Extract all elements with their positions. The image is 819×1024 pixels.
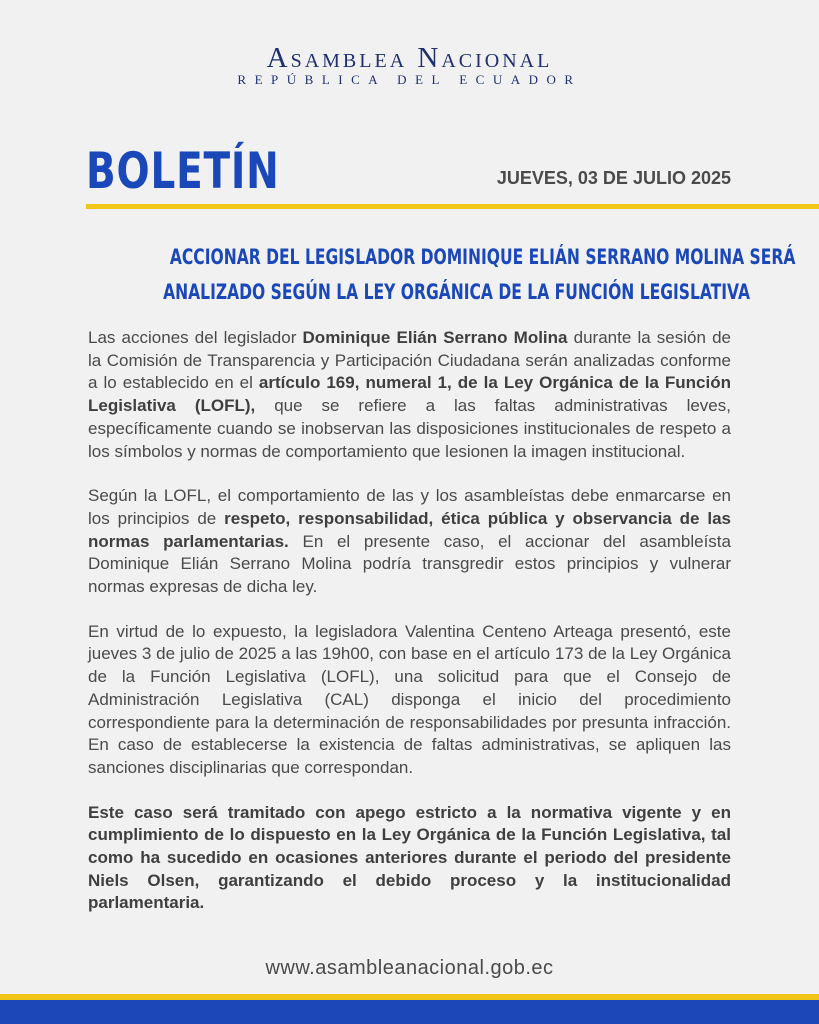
org-name: Asamblea Nacional (266, 42, 553, 74)
org-subtitle: REPÚBLICA DEL ECUADOR (237, 72, 582, 87)
gold-divider (86, 204, 819, 209)
bulletin-title: BOLETÍN (86, 142, 280, 200)
p2-text-1: Según la LOFL, el comportamiento de las y los asambleístas debe enmarcarse en los principios de (88, 486, 731, 528)
headline (60, 240, 796, 310)
footer-blue-bar (0, 1000, 819, 1024)
paragraph-2 (88, 485, 731, 599)
footer-url[interactable]: www.asambleanacional.gob.ec (265, 957, 554, 979)
bulletin-date: JUEVES, 03 DE JULIO 2025 (496, 168, 731, 188)
headline-line-2: ANALIZADO SEGÚN LA LEY ORGÁNICA DE LA FUNCIÓN LEGISLATIVA (163, 280, 751, 304)
p2-bold-1: respeto, responsabilidad, ética pública y observancia de las normas parlamentarias. (88, 508, 732, 551)
p2-text-2: En el presente caso, el accionar del asambleísta Dominique Elián Serrano Molina podría transgredir estos principios y vulnerar normas expresas de dicha ley. (88, 531, 731, 597)
paragraph-4 (88, 802, 731, 916)
headline-line-1: ACCIONAR DEL LEGISLADOR DOMINIQUE ELIÁN SERRANO MOLINA SERÁ (169, 245, 796, 269)
p1-text-1: Las acciones del legislador (88, 328, 303, 347)
p1-text-3: que se refiere a las faltas administrativas leves, específicamente cuando se inobservan las disposiciones institucionales de respeto a los símbolos y normas de comportamiento que lesionen la imagen institucional. (88, 396, 731, 461)
article-body (88, 327, 731, 937)
p1-text-2: durante la sesión de la Comisión de Transparencia y Participación Ciudadana serán analizadas conforme a lo establecido en el (88, 328, 732, 393)
logo-header (0, 40, 819, 87)
p4-bold: Este caso será tramitado con apego estricto a la normativa vigente y en cumplimiento de lo dispuesto en la Ley Orgánica de la Función Legislativa, tal como ha sucedido en ocasiones anteriores durante el periodo del presidente Niels Olsen, garantizando el debido proceso y la institucionalidad parlamentaria. (88, 802, 731, 913)
p1-bold-1: Dominique Elián Serrano Molina (302, 328, 568, 347)
paragraph-1 (88, 327, 731, 463)
paragraph-3: En virtud de lo expuesto, la legisladora Valentina Centeno Arteaga presentó, este jueves 3 de julio de 2025 a las 19h00, con base en el artículo 173 de la Ley Orgánica de la Función Legislativa (LOFL), una solicitud para que el Consejo de Administración Legislativa (CAL) disponga el inicio del procedimiento correspondiente para la determinación de responsabilidades por presunta infracción. En caso de establecerse la existencia de faltas administrativas, se apliquen las sanciones disciplinarias que correspondan. (88, 621, 731, 777)
p1-bold-2: artículo 169, numeral 1, de la Ley Orgánica de la Función Legislativa (LOFL), (88, 373, 731, 416)
